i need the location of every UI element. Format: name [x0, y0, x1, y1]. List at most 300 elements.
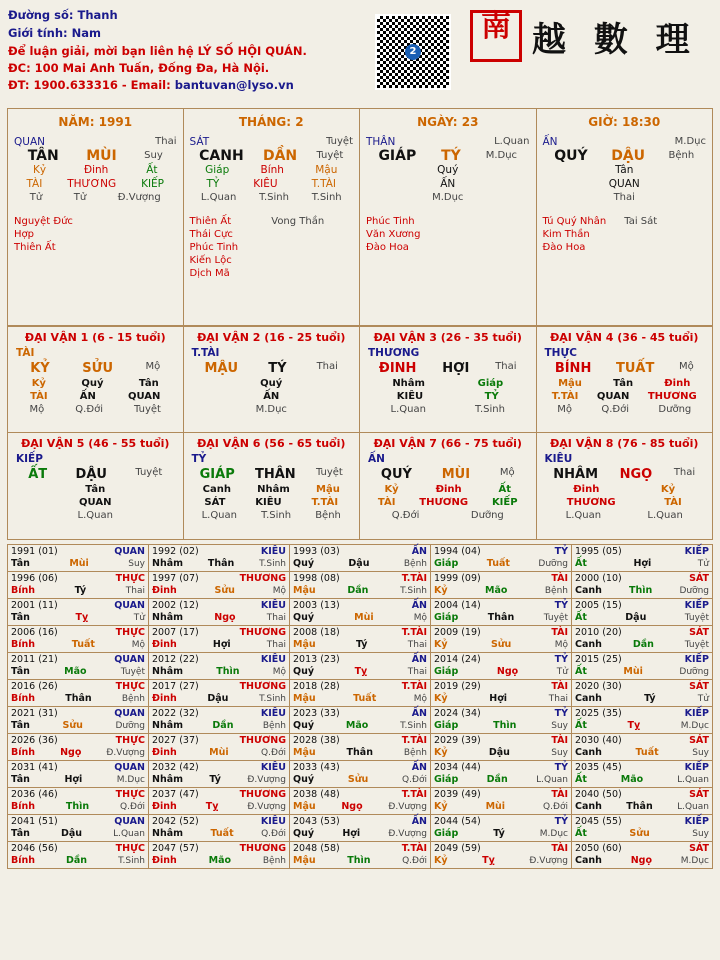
year-branch: Hợi	[489, 693, 508, 704]
year-state: Bệnh	[403, 748, 427, 758]
luck-stem: ẤT	[28, 467, 48, 482]
shensha-item: Thái Cực	[189, 229, 233, 240]
flow-year-cell[interactable]	[572, 842, 713, 869]
name-label: Đường số:	[8, 8, 74, 22]
year-stem: Kỷ	[434, 639, 448, 650]
year-branch: Thân	[626, 801, 653, 812]
year-stem: Canh	[575, 639, 602, 650]
year-state: Thai	[125, 586, 145, 596]
flow-year-cell[interactable]	[8, 626, 149, 653]
year-branch: Tý	[209, 774, 221, 785]
shensha-item: Văn Xương	[366, 229, 421, 240]
shensha-item: Tú Quý Nhân	[542, 216, 607, 227]
hidden-state: T.Sinh	[475, 404, 505, 415]
year-number: 2031 (41)	[11, 762, 58, 773]
flow-year-cell[interactable]	[431, 761, 572, 788]
pillar-branch: TÝ	[441, 148, 461, 164]
year-stem: Canh	[575, 585, 602, 596]
year-stem: Đinh	[152, 801, 177, 812]
luck-state: Mộ	[678, 361, 694, 372]
flow-year-cell[interactable]	[290, 545, 431, 572]
hidden-god: T.TÀI	[311, 178, 336, 190]
luck-state: Mộ	[145, 361, 161, 372]
shensha-item: Tai Sát	[624, 216, 658, 227]
year-god: KIÊU	[260, 546, 286, 557]
year-stem: Kỷ	[434, 801, 448, 812]
table-row	[8, 788, 713, 815]
flow-year-cell[interactable]	[290, 842, 431, 869]
hidden-stem: Mậu	[316, 484, 340, 495]
year-state: Suy	[551, 748, 568, 758]
flow-year-cell[interactable]	[8, 680, 149, 707]
year-branch: Tỵ	[354, 666, 368, 677]
year-state: T.Sinh	[259, 559, 286, 569]
year-number: 2046 (56)	[11, 843, 58, 854]
year-state: L.Quan	[677, 802, 709, 812]
year-stem: Đinh	[152, 639, 177, 650]
year-state: Đ.Vượng	[388, 802, 427, 812]
hidden-stem: Ất	[146, 164, 158, 176]
flow-year-cell[interactable]	[431, 788, 572, 815]
luck-god: T.TÀI	[191, 347, 220, 359]
year-stem: Kỷ	[434, 585, 448, 596]
year-state: Mộ	[413, 694, 427, 704]
year-state: Đ.Vượng	[529, 856, 568, 866]
year-god: KIÊU	[260, 816, 286, 827]
flow-year-cell[interactable]	[572, 761, 713, 788]
year-state: Dưỡng	[679, 667, 709, 677]
hidden-stem: Kỷ	[32, 164, 47, 176]
hidden-god: KIẾP	[141, 178, 165, 190]
luck-pillar-cell[interactable]	[184, 326, 361, 433]
flow-year-cell[interactable]	[149, 599, 290, 626]
shensha-item: Phúc Tinh	[189, 242, 239, 253]
hidden-state: Tử	[73, 192, 87, 203]
year-god: TÀI	[551, 843, 568, 854]
year-god: ẤN	[411, 708, 427, 719]
year-number: 2048 (58)	[293, 843, 340, 854]
year-god: TỶ	[554, 708, 568, 719]
year-god: TÀI	[551, 627, 568, 638]
pillar-title: NGÀY: 23	[417, 115, 479, 129]
flow-year-cell[interactable]	[8, 788, 149, 815]
year-god: SÁT	[689, 627, 709, 638]
year-state: Q.Đới	[261, 829, 286, 839]
hidden-state: Thai	[613, 192, 635, 203]
year-number: 2006 (16)	[11, 627, 58, 638]
year-number: 2016 (26)	[11, 681, 58, 692]
flow-year-cell[interactable]	[572, 545, 713, 572]
year-state: Thai	[548, 694, 568, 704]
year-god: QUAN	[114, 600, 145, 611]
year-number: 1994 (04)	[434, 546, 481, 557]
year-branch: Mùi	[354, 612, 374, 623]
hidden-god: THƯƠNG	[67, 178, 117, 190]
pillar-state: Thai	[155, 136, 177, 147]
year-god: TỶ	[554, 600, 568, 611]
year-branch: Mão	[64, 666, 87, 677]
hidden-state: M.Dục	[255, 404, 287, 415]
luck-branch: THÂN	[254, 467, 296, 482]
pillar-extras	[14, 215, 177, 254]
flow-year-cell[interactable]	[290, 572, 431, 599]
year-stem: Quý	[293, 612, 315, 623]
hidden-stem: Canh	[202, 484, 231, 495]
year-god: KIẾP	[684, 654, 709, 665]
luck-pillar-cell[interactable]	[360, 326, 537, 433]
pillar-column	[360, 108, 537, 326]
name-value: Thanh	[77, 8, 118, 22]
flow-year-cell[interactable]	[572, 734, 713, 761]
hidden-stem: Nhâm	[257, 484, 290, 495]
pillar-title: THÁNG: 2	[238, 115, 304, 129]
year-state: L.Quan	[113, 829, 145, 839]
luck-god: THƯƠNG	[368, 347, 420, 359]
flow-year-cell[interactable]	[8, 734, 149, 761]
hidden-god: ẤN	[263, 391, 280, 402]
flow-year-cell[interactable]	[572, 707, 713, 734]
year-stem: Bính	[11, 747, 36, 758]
year-number: 2010 (20)	[575, 627, 622, 638]
year-number: 2049 (59)	[434, 843, 481, 854]
gender-label: Giới tính:	[8, 26, 68, 40]
year-branch: Tỵ	[75, 612, 89, 623]
flow-year-cell[interactable]	[290, 815, 431, 842]
flow-year-cell[interactable]	[290, 599, 431, 626]
year-number: 1992 (02)	[152, 546, 199, 557]
flow-year-cell[interactable]	[149, 626, 290, 653]
flow-year-cell[interactable]	[431, 599, 572, 626]
hidden-stem: Nhâm	[392, 378, 425, 389]
year-stem: Canh	[575, 801, 602, 812]
flow-year-cell[interactable]	[8, 599, 149, 626]
pillar-branch: MÙI	[86, 148, 117, 164]
flow-year-cell[interactable]	[8, 653, 149, 680]
email-link[interactable]: bantuvan@lyso.vn	[174, 78, 294, 92]
year-state: Bệnh	[262, 856, 286, 866]
phone-line	[8, 78, 720, 92]
year-god: TÀI	[551, 789, 568, 800]
flow-year-cell[interactable]	[149, 572, 290, 599]
year-god: KIẾP	[684, 600, 709, 611]
flow-year-cell[interactable]	[8, 842, 149, 869]
year-state: Tuyệt	[684, 640, 709, 650]
year-state: M.Dục	[680, 721, 709, 731]
year-number: 2028 (38)	[293, 735, 340, 746]
luck-state: Thai	[673, 467, 696, 478]
flow-year-cell[interactable]	[149, 788, 290, 815]
year-branch: Mùi	[209, 747, 229, 758]
flow-year-cell[interactable]	[572, 626, 713, 653]
luck-pillars-section	[0, 326, 720, 540]
hidden-stem: Tân	[613, 378, 634, 389]
year-god: SÁT	[689, 681, 709, 692]
flow-year-cell[interactable]	[149, 761, 290, 788]
hidden-stem: Tân	[615, 164, 634, 176]
flow-year-cell[interactable]	[572, 815, 713, 842]
flow-year-cell[interactable]	[8, 815, 149, 842]
year-stem: Ất	[575, 720, 587, 731]
year-stem: Giáp	[434, 612, 459, 623]
year-stem: Nhâm	[152, 558, 184, 569]
year-stem: Canh	[575, 747, 602, 758]
flow-year-cell[interactable]	[431, 707, 572, 734]
year-state: Mộ	[413, 613, 427, 623]
pillar-god: THÂN	[366, 136, 396, 148]
year-stem: Nhâm	[152, 828, 184, 839]
luck-state: Tuyệt	[315, 467, 343, 478]
page-header	[0, 0, 720, 108]
table-row	[8, 707, 713, 734]
hidden-state: Q.Đới	[75, 404, 103, 415]
year-god: TỶ	[554, 816, 568, 827]
flow-year-cell[interactable]	[431, 842, 572, 869]
flow-year-cell[interactable]	[431, 653, 572, 680]
hidden-god: THƯƠNG	[566, 497, 616, 508]
hidden-stem: Giáp	[477, 378, 504, 389]
year-number: 2041 (51)	[11, 816, 58, 827]
year-number: 2027 (37)	[152, 735, 199, 746]
year-god: THƯƠNG	[239, 789, 286, 800]
year-stem: Mậu	[293, 639, 316, 650]
table-row	[8, 653, 713, 680]
shensha-item: Vong Thần	[271, 216, 325, 227]
pillar-extras	[543, 215, 707, 254]
flow-year-cell[interactable]	[572, 680, 713, 707]
flow-year-cell[interactable]	[290, 626, 431, 653]
year-number: 2036 (46)	[11, 789, 58, 800]
year-god: KIẾP	[684, 708, 709, 719]
year-branch: Dậu	[625, 612, 647, 623]
year-state: Suy	[692, 748, 709, 758]
year-stem: Quý	[293, 720, 315, 731]
luck-state: Mộ	[499, 467, 515, 478]
year-branch: Tuất	[210, 828, 234, 839]
luck-pillar-cell[interactable]	[537, 326, 714, 433]
year-stem: Canh	[575, 855, 602, 866]
hidden-state: L.Quan	[201, 510, 237, 521]
hidden-god: KIÊU	[255, 497, 282, 508]
year-stem: Đinh	[152, 747, 177, 758]
luck-stem: BÍNH	[554, 361, 592, 376]
shensha-item: Nguyệt Đức Hợp	[14, 216, 73, 240]
luck-god: TỶ	[191, 453, 207, 465]
luck-stem: GIÁP	[199, 467, 235, 482]
year-number: 2018 (28)	[293, 681, 340, 692]
hidden-god: ẤN	[440, 178, 456, 190]
luck-pillar-cell[interactable]	[184, 433, 361, 540]
luck-stem: QUÝ	[380, 467, 412, 482]
year-state: Q.Đới	[402, 775, 427, 785]
year-stem: Tân	[11, 666, 30, 677]
luck-pillar-title: ĐẠI VẬN 8 (76 - 85 tuổi)	[550, 437, 699, 450]
year-state: Dưỡng	[115, 721, 145, 731]
hidden-god: THƯƠNG	[647, 391, 697, 402]
luck-pillar-row	[7, 433, 713, 540]
hidden-state: L.Quan	[390, 404, 426, 415]
table-row	[8, 545, 713, 572]
hidden-god: TỶ	[206, 178, 220, 190]
luck-pillar-cell[interactable]	[7, 326, 184, 433]
pillar-stem: QUÝ	[554, 148, 588, 164]
hidden-stem: Bính	[260, 164, 284, 176]
year-branch: Hợi	[342, 828, 361, 839]
year-branch: Mão	[485, 585, 508, 596]
year-stem: Ất	[575, 666, 587, 677]
flow-year-cell[interactable]	[290, 734, 431, 761]
year-number: 2050 (60)	[575, 843, 622, 854]
year-stem: Canh	[575, 693, 602, 704]
year-stem: Tân	[11, 612, 30, 623]
shensha-item: Thiên Ất	[189, 216, 232, 227]
flow-year-cell[interactable]	[149, 815, 290, 842]
flow-year-cell[interactable]	[149, 842, 290, 869]
flow-year-cell[interactable]	[431, 545, 572, 572]
year-stem: Quý	[293, 774, 315, 785]
flow-year-cell[interactable]	[431, 680, 572, 707]
flow-year-cell[interactable]	[8, 761, 149, 788]
hidden-god: THƯƠNG	[419, 497, 469, 508]
year-stem: Kỷ	[434, 747, 448, 758]
year-state: Đ.Vượng	[106, 748, 145, 758]
flow-year-cell[interactable]	[149, 734, 290, 761]
year-god: KIẾP	[684, 762, 709, 773]
luck-god: KIÊU	[544, 453, 573, 465]
year-number: 2023 (33)	[293, 708, 340, 719]
flow-year-cell[interactable]	[572, 599, 713, 626]
hidden-state: T.Sinh	[259, 192, 289, 203]
luck-pillar-cell[interactable]	[537, 433, 714, 540]
hidden-god: T.TÀI	[551, 391, 579, 402]
year-stem: Ất	[575, 558, 587, 569]
year-state: Thai	[266, 640, 286, 650]
year-branch: Tuất	[486, 558, 510, 569]
year-state: M.Dục	[680, 856, 709, 866]
year-stem: Giáp	[434, 774, 459, 785]
pillar-branch-state: Bệnh	[668, 150, 695, 161]
year-god: TÀI	[551, 681, 568, 692]
hidden-stem: Mậu	[558, 378, 582, 389]
year-branch: Thìn	[629, 585, 653, 596]
hidden-god: KIÊU	[253, 178, 278, 190]
year-branch: Dậu	[60, 828, 83, 839]
flow-year-cell[interactable]	[572, 788, 713, 815]
year-stem: Giáp	[434, 828, 459, 839]
year-number: 2008 (18)	[293, 627, 340, 638]
year-god: THƯƠNG	[239, 843, 286, 854]
year-state: T.Sinh	[118, 856, 145, 866]
flow-year-cell[interactable]	[149, 653, 290, 680]
year-god: SÁT	[689, 789, 709, 800]
year-number: 2003 (13)	[293, 600, 340, 611]
year-god: ẤN	[411, 816, 427, 827]
year-branch: Mão	[208, 855, 232, 866]
flow-year-cell[interactable]	[8, 572, 149, 599]
qr-badge: 2	[405, 44, 421, 60]
flow-year-cell[interactable]	[290, 680, 431, 707]
year-god: QUAN	[114, 708, 145, 719]
year-stem: Bính	[11, 639, 36, 650]
flow-year-cell[interactable]	[290, 653, 431, 680]
year-number: 2005 (15)	[575, 600, 622, 611]
flow-year-cell[interactable]	[572, 572, 713, 599]
year-stem: Tân	[11, 720, 30, 731]
year-state: Tuyệt	[684, 613, 709, 623]
year-branch: Ngọ	[60, 747, 82, 758]
qr-code-icon[interactable]	[375, 14, 451, 90]
year-branch: Dậu	[488, 747, 510, 758]
year-state: Thai	[407, 640, 427, 650]
pillar-god: QUAN	[14, 136, 45, 148]
year-number: 2034 (44)	[434, 762, 481, 773]
pillar-branch: DẦN	[262, 148, 298, 164]
year-branch: Tý	[493, 828, 505, 839]
year-branch: Tỵ	[205, 801, 219, 812]
year-stem: Nhâm	[152, 774, 184, 785]
year-stem: Ất	[575, 612, 587, 623]
gender-value: Nam	[71, 26, 102, 40]
flow-year-cell[interactable]	[290, 788, 431, 815]
table-row	[8, 626, 713, 653]
year-god: THỰC	[115, 735, 145, 746]
year-branch: Sửu	[629, 828, 650, 839]
luck-pillar-cell[interactable]	[7, 433, 184, 540]
year-stem: Quý	[293, 828, 315, 839]
luck-branch: NGỌ	[619, 467, 653, 482]
flow-year-cell[interactable]	[8, 545, 149, 572]
year-state: Bệnh	[544, 586, 568, 596]
year-god: T.TÀI	[401, 735, 427, 746]
year-stem: Bính	[11, 855, 36, 866]
flow-year-cell[interactable]	[431, 815, 572, 842]
hidden-stem: Đinh	[83, 164, 109, 176]
hidden-god: QUAN	[127, 391, 161, 402]
flow-year-cell[interactable]	[431, 572, 572, 599]
hidden-god: TÀI	[664, 497, 682, 508]
year-stem: Quý	[293, 666, 315, 677]
year-god: THƯƠNG	[239, 573, 286, 584]
flow-year-cell[interactable]	[290, 761, 431, 788]
hidden-stem: Quý	[260, 378, 283, 389]
year-god: TỶ	[554, 546, 568, 557]
year-god: THỰC	[115, 681, 145, 692]
year-god: THỰC	[115, 573, 145, 584]
year-stem: Kỷ	[434, 855, 448, 866]
year-branch: Ngọ	[341, 801, 363, 812]
logo-text: 越 數 理	[532, 19, 698, 60]
luck-pillar-cell[interactable]	[360, 433, 537, 540]
year-branch: Sửu	[347, 774, 369, 785]
flow-year-cell[interactable]	[149, 545, 290, 572]
year-state: Q.Đới	[261, 748, 286, 758]
flow-year-cell[interactable]	[149, 707, 290, 734]
flow-year-cell[interactable]	[431, 626, 572, 653]
year-branch: Sửu	[490, 639, 512, 650]
hidden-god: ẤN	[79, 391, 96, 402]
flow-year-cell[interactable]	[149, 680, 290, 707]
year-god: QUAN	[114, 762, 145, 773]
year-state: Đ.Vượng	[388, 829, 427, 839]
flow-year-cell[interactable]	[8, 707, 149, 734]
year-stem: Ất	[575, 828, 587, 839]
seal-icon: 南	[470, 10, 522, 62]
flow-year-cell[interactable]	[290, 707, 431, 734]
flow-year-cell[interactable]	[431, 734, 572, 761]
flow-year-cell[interactable]	[572, 653, 713, 680]
hidden-stem: Đinh	[573, 484, 600, 495]
year-stem: Bính	[11, 585, 36, 596]
year-state: Tử	[133, 613, 145, 623]
